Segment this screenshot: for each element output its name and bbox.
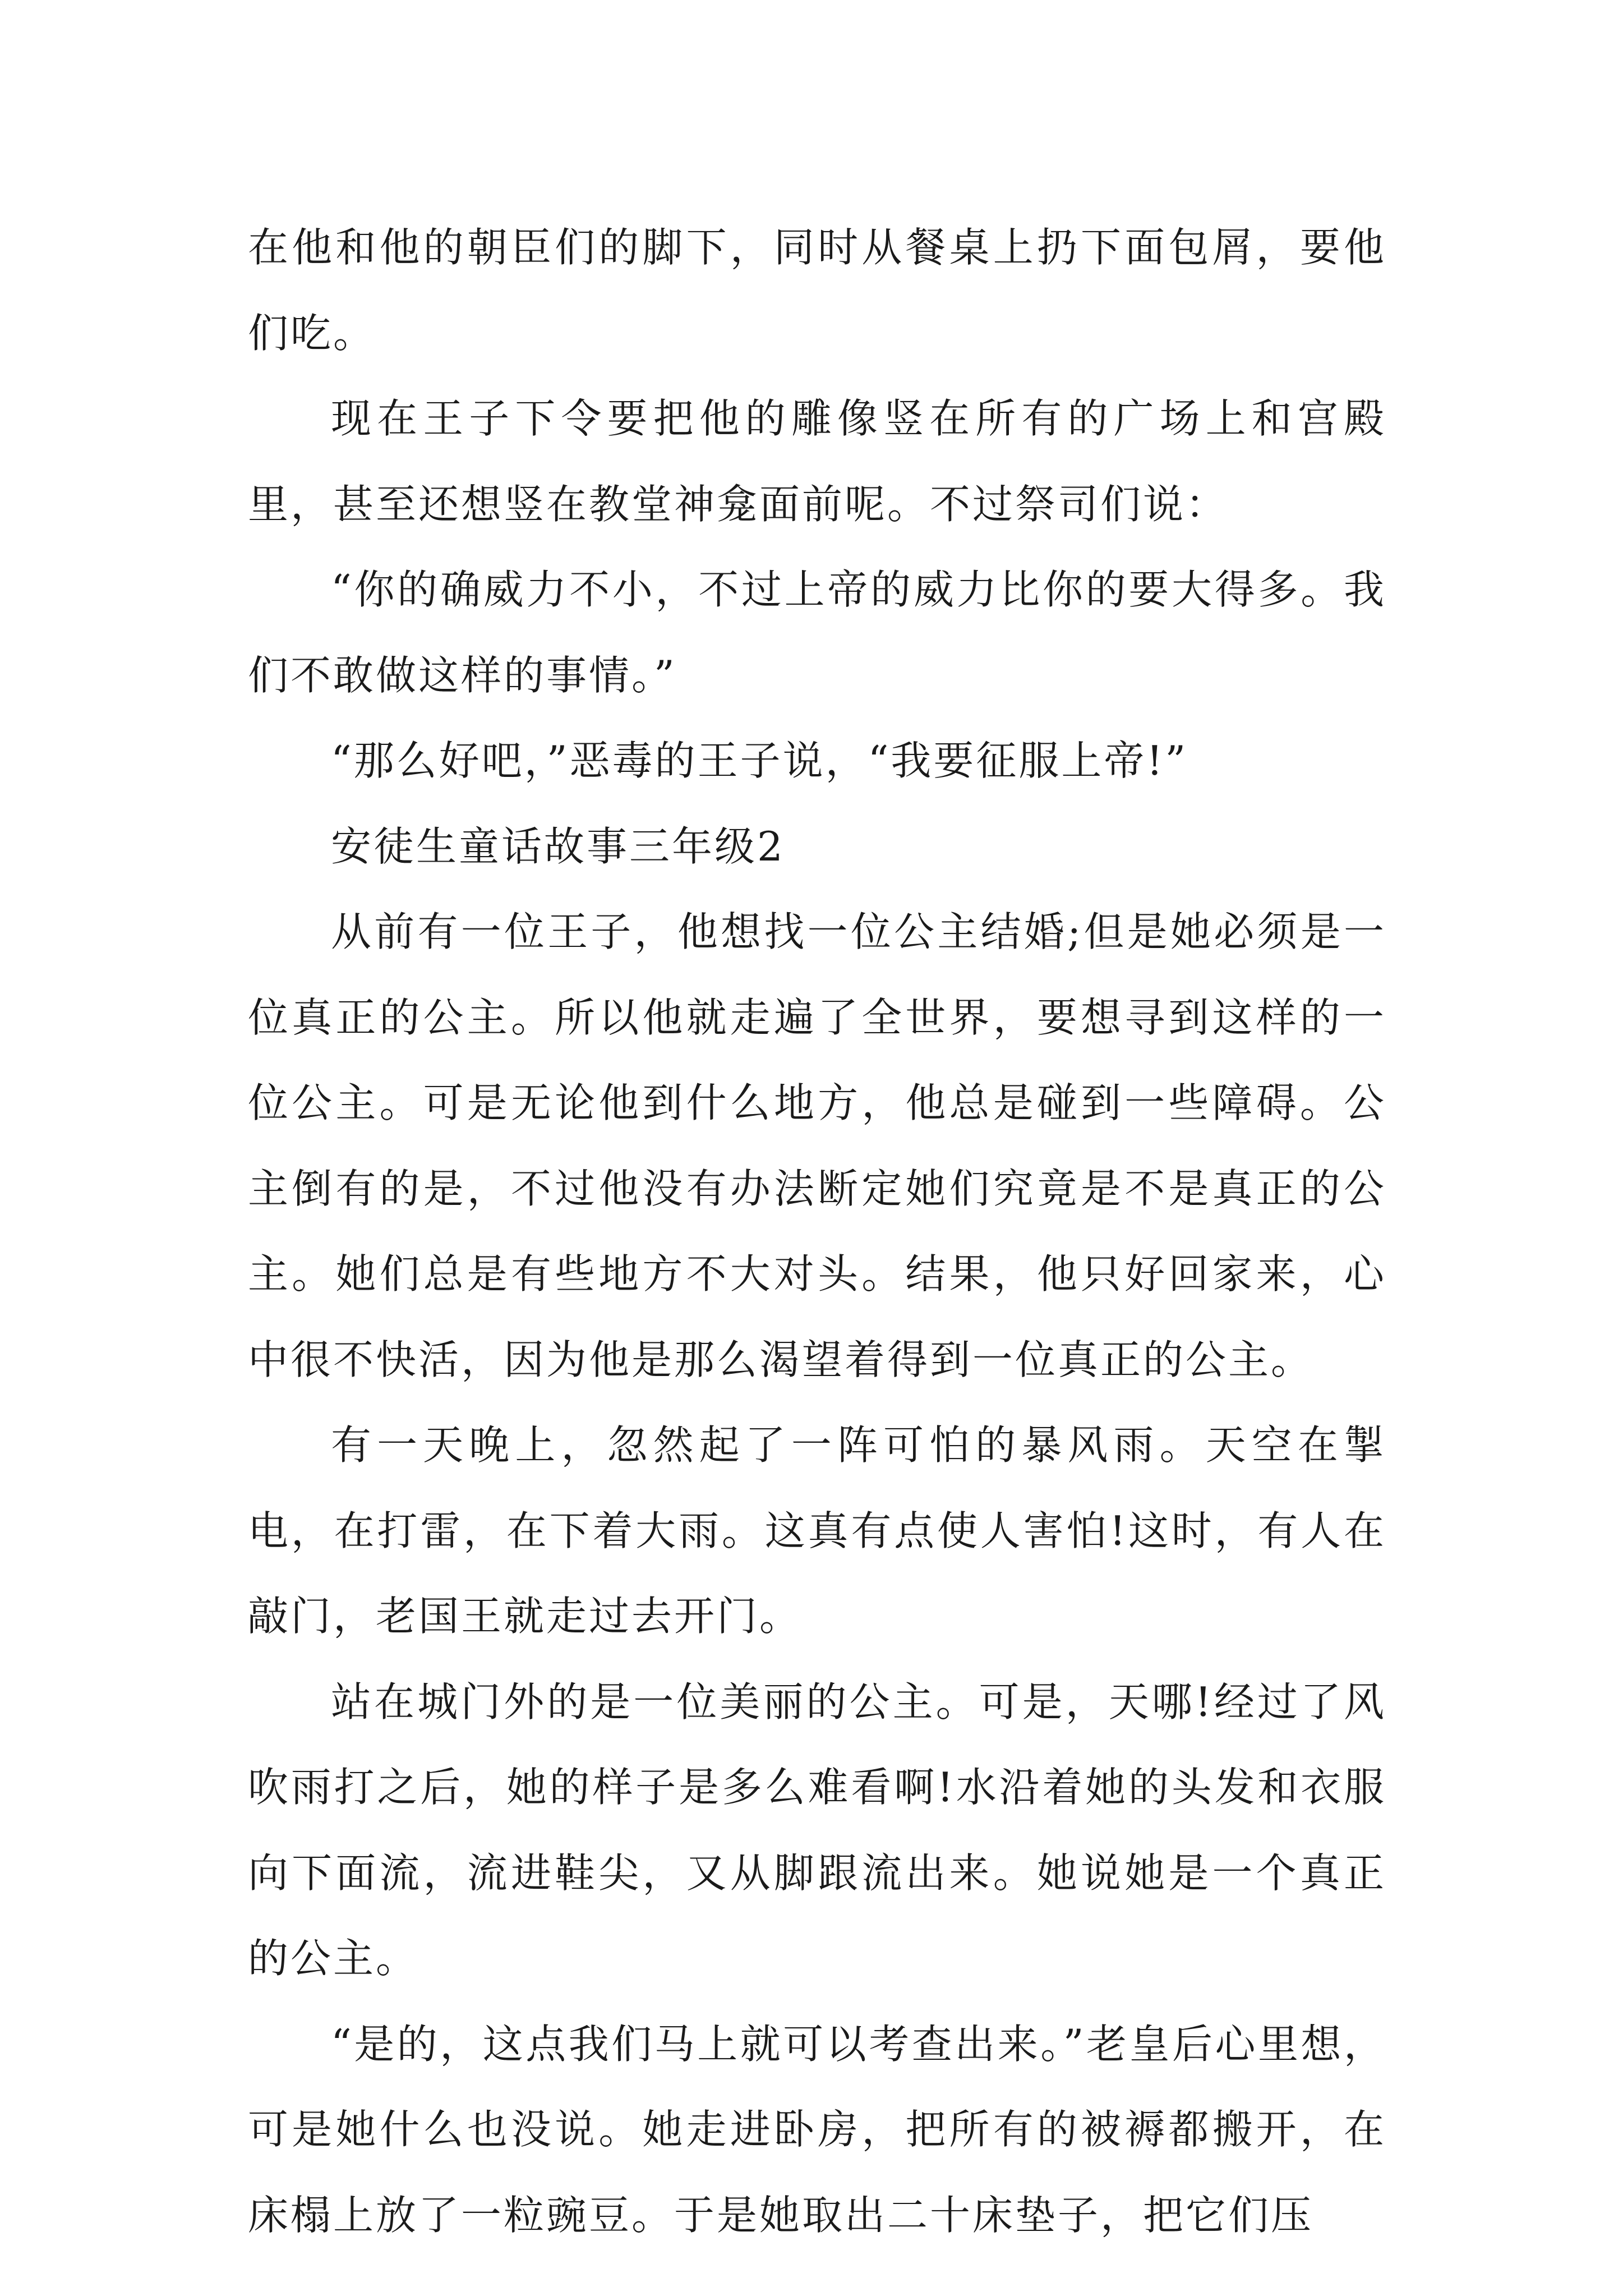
paragraph: 现在王子下令要把他的雕像竖在所有的广场上和宫殿里，甚至还想竖在教堂神龛面前呢。不过祭司们说： bbox=[248, 395, 1386, 528]
paragraph-continuation: 在他和他的朝臣们的脚下，同时从餐桌上扔下面包屑，要他们吃。 bbox=[248, 224, 1386, 357]
document-body bbox=[248, 205, 1386, 2258]
paragraph: 从前有一位王子，他想找一位公主结婚;但是她必须是一位真正的公主。所以他就走遍了全世界，要想寻到这样的一位公主。可是无论他到什么地方，他总是碰到一些障碍。公主倒有的是，不过他没有办法断定她们究竟是不是真正的公主。她们总是有些地方不大对头。结果，他只好回家来，心中很不快活，因为他是那么渴望着得到一位真正的公主。 bbox=[248, 908, 1386, 1383]
section-heading: 安徒生童话故事三年级2 bbox=[331, 822, 785, 870]
paragraph: 站在城门外的是一位美丽的公主。可是，天哪!经过了风吹雨打之后，她的样子是多么难看啊!水沿着她的头发和衣服向下面流，流进鞋尖，又从脚跟流出来。她说她是一个真正的公主。 bbox=[248, 1678, 1386, 1982]
paragraph: “你的确威力不小，不过上帝的威力比你的要大得多。我们不敢做这样的事情。” bbox=[248, 566, 1386, 699]
paragraph: “那么好吧，”恶毒的王子说，“我要征服上帝!” bbox=[331, 737, 1188, 784]
paragraph: “是的，这点我们马上就可以考查出来。”老皇后心里想，可是她什么也没说。她走进卧房，把所有的被褥都搬开，在床榻上放了一粒豌豆。于是她取出二十床垫子，把它们压 bbox=[248, 2020, 1386, 2239]
paragraph: 有一天晚上，忽然起了一阵可怕的暴风雨。天空在掣电，在打雷，在下着大雨。这真有点使人害怕!这时，有人在敲门，老国王就走过去开门。 bbox=[248, 1421, 1386, 1640]
